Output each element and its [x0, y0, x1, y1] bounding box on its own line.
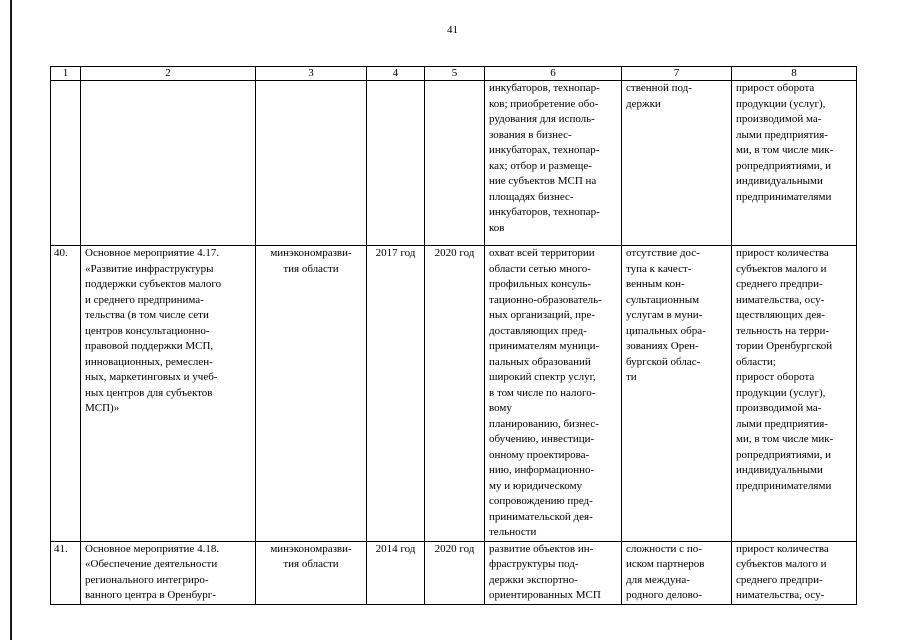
cell-text-line: МСП)»: [85, 402, 120, 414]
cell-text-line: развитие объектов ин-: [489, 542, 594, 555]
cell-text-line: лыми предприятия-: [736, 128, 828, 141]
cell-text-line: услугам в муни-: [626, 309, 703, 321]
page-edge-shadow: [10, 0, 12, 640]
cell-text-line: тия области: [283, 558, 339, 570]
cell-text-line: фраструктуры под-: [489, 558, 579, 570]
cell-text-line: пальных образований: [489, 355, 591, 368]
event-cell: [81, 541, 256, 604]
cell-text-line: для междуна-: [626, 573, 690, 586]
cell-text-line: нимательства, осу-: [736, 293, 825, 306]
cell-text-line: индивидуальными: [736, 464, 823, 476]
column-header: 7: [622, 67, 732, 81]
cell-text-line: иском партнеров: [626, 558, 705, 570]
cell-text-line: отсутствие дос-: [626, 247, 700, 259]
page-number: 41: [447, 24, 458, 36]
content-cell: [485, 246, 622, 542]
column-header: 3: [256, 67, 367, 81]
cell-text-line: прирост оборота: [736, 371, 815, 383]
cell-text-line: планированию, бизнес-: [489, 417, 599, 430]
end-year-cell: 2020 год: [425, 541, 485, 604]
cell-text-line: охват всей территории: [489, 247, 595, 259]
cell-text-line: ципальных обра-: [626, 324, 706, 337]
cell-text-line: инкубаторов, технопар-: [489, 206, 600, 218]
cell-text-line: ственной под-: [626, 82, 692, 94]
cell-text-line: рудования для исполь-: [489, 113, 595, 125]
event-cell: [81, 246, 256, 542]
cell-text-line: площадях бизнес-: [489, 190, 574, 203]
cell-text-line: тационно-образователь-: [489, 293, 602, 306]
cell-text-line: центров консультационно-: [85, 324, 210, 337]
cell-text-line: среднего предпри-: [736, 573, 823, 586]
cell-text-line: ных, маркетинговых и учеб-: [85, 371, 218, 383]
consequences-cell: [622, 541, 732, 604]
cell-text-line: правовой поддержки МСП,: [85, 340, 214, 352]
cell-text-line: ков; приобретение обо-: [489, 97, 599, 110]
cell-text-line: нимательства, осу-: [736, 589, 825, 601]
end-year-cell: [425, 81, 485, 246]
row-number: 40.: [51, 246, 81, 542]
cell-text-line: производимой ма-: [736, 113, 822, 125]
indicators-cell: [732, 81, 857, 246]
table-row: [51, 81, 857, 246]
cell-text-line: тории Оренбургской: [736, 340, 833, 352]
cell-text-line: ществляющих дея-: [736, 309, 825, 321]
cell-text-line: тия области: [283, 262, 339, 275]
cell-text-line: лыми предприятия-: [736, 417, 828, 430]
executor-cell: [256, 541, 367, 604]
cell-text-line: ми, в том числе мик-: [736, 433, 834, 445]
cell-text-line: профильных консуль-: [489, 278, 592, 290]
cell-text-line: и среднего предпринима-: [85, 293, 204, 306]
cell-text-line: поддержки субъектов малого: [85, 278, 222, 290]
cell-text-line: «Развитие инфраструктуры: [85, 262, 214, 275]
cell-text-line: сопровождению пред-: [489, 495, 593, 507]
cell-text-line: прирост оборота: [736, 82, 815, 94]
cell-text-line: среднего предпри-: [736, 278, 823, 290]
cell-text-line: тупа к качест-: [626, 262, 692, 275]
event-cell: [81, 81, 256, 246]
cell-text-line: держки экспортно-: [489, 573, 578, 586]
executor-cell: [256, 246, 367, 542]
table-row: [51, 246, 857, 542]
measures-table: [50, 66, 857, 605]
column-header: 5: [425, 67, 485, 81]
cell-text-line: доставляющих пред-: [489, 324, 587, 337]
end-year-cell: 2020 год: [425, 246, 485, 542]
cell-text-line: ных организаций, пре-: [489, 309, 596, 321]
cell-text-line: венным кон-: [626, 278, 685, 290]
cell-text-line: ние субъектов МСП на: [489, 175, 597, 187]
cell-text-line: индивидуальными: [736, 175, 823, 187]
start-year-cell: 2014 год: [367, 541, 425, 604]
cell-text-line: ропредприятиями, и: [736, 159, 832, 172]
column-header: 6: [485, 67, 622, 81]
column-header: 2: [81, 67, 256, 81]
cell-text-line: принимательской дея-: [489, 510, 593, 523]
cell-text-line: ропредприятиями, и: [736, 448, 832, 461]
cell-text-line: продукции (услуг),: [736, 386, 826, 399]
cell-text-line: «Обеспечение деятельности: [85, 558, 218, 570]
indicators-cell: [732, 246, 857, 542]
cell-text-line: области сетью много-: [489, 262, 591, 275]
cell-text-line: зования в бизнес-: [489, 128, 572, 141]
cell-text-line: принимателям муници-: [489, 340, 600, 352]
cell-text-line: сложности с по-: [626, 542, 702, 555]
cell-text-line: бургской облас-: [626, 355, 701, 368]
cell-text-line: ти: [626, 371, 637, 383]
cell-text-line: широкий спектр услуг,: [489, 371, 596, 383]
cell-text-line: минэкономразви-: [270, 247, 352, 259]
cell-text-line: ков: [489, 221, 505, 234]
cell-text-line: ми, в том числе мик-: [736, 144, 834, 156]
cell-text-line: тельность на терри-: [736, 324, 830, 337]
cell-text-line: инкубаторов, технопар-: [489, 82, 600, 94]
cell-text-line: родного делово-: [626, 589, 702, 601]
cell-text-line: субъектов малого и: [736, 558, 827, 570]
cell-text-line: инкубаторах, технопар-: [489, 144, 600, 156]
table-row: [51, 541, 857, 604]
cell-text-line: регионального интегриро-: [85, 573, 209, 586]
cell-text-line: прирост количества: [736, 247, 829, 259]
executor-cell: [256, 81, 367, 246]
cell-text-line: в том числе по налого-: [489, 386, 596, 399]
cell-text-line: ных центров для субъектов: [85, 386, 213, 399]
cell-text-line: держки: [626, 97, 661, 110]
cell-text-line: субъектов малого и: [736, 262, 827, 275]
cell-text-line: предпринимателями: [736, 479, 832, 492]
start-year-cell: 2017 год: [367, 246, 425, 542]
cell-text-line: минэкономразви-: [270, 542, 352, 555]
cell-text-line: области;: [736, 355, 776, 368]
column-header: 8: [732, 67, 857, 81]
cell-text-line: ориентированных МСП: [489, 589, 601, 601]
cell-text-line: нию, информационно-: [489, 464, 595, 476]
cell-text-line: ванного центра в Оренбург-: [85, 589, 216, 601]
cell-text-line: зованиях Орен-: [626, 340, 699, 352]
cell-text-line: сультационным: [626, 293, 700, 306]
indicators-cell: [732, 541, 857, 604]
cell-text-line: Основное мероприятие 4.17.: [85, 247, 220, 259]
content-cell: [485, 541, 622, 604]
cell-text-line: продукции (услуг),: [736, 97, 826, 110]
consequences-cell: [622, 246, 732, 542]
column-header: 1: [51, 67, 81, 81]
consequences-cell: [622, 81, 732, 246]
cell-text-line: обучению, инвестици-: [489, 433, 595, 445]
cell-text-line: му и юридическому: [489, 479, 583, 492]
row-number: [51, 81, 81, 246]
cell-text-line: производимой ма-: [736, 402, 822, 414]
column-number-row: [51, 67, 857, 81]
cell-text-line: ках; отбор и размеще-: [489, 159, 592, 172]
cell-text-line: инновационных, ремеслен-: [85, 355, 213, 368]
content-cell: [485, 81, 622, 246]
cell-text-line: онному проектирова-: [489, 448, 590, 461]
cell-text-line: тельности: [489, 526, 537, 538]
cell-text-line: вому: [489, 402, 512, 414]
cell-text-line: Основное мероприятие 4.18.: [85, 542, 220, 555]
cell-text-line: прирост количества: [736, 542, 829, 555]
start-year-cell: [367, 81, 425, 246]
column-header: 4: [367, 67, 425, 81]
cell-text-line: предпринимателями: [736, 190, 832, 203]
row-number: 41.: [51, 541, 81, 604]
cell-text-line: тельства (в том числе сети: [85, 309, 209, 321]
